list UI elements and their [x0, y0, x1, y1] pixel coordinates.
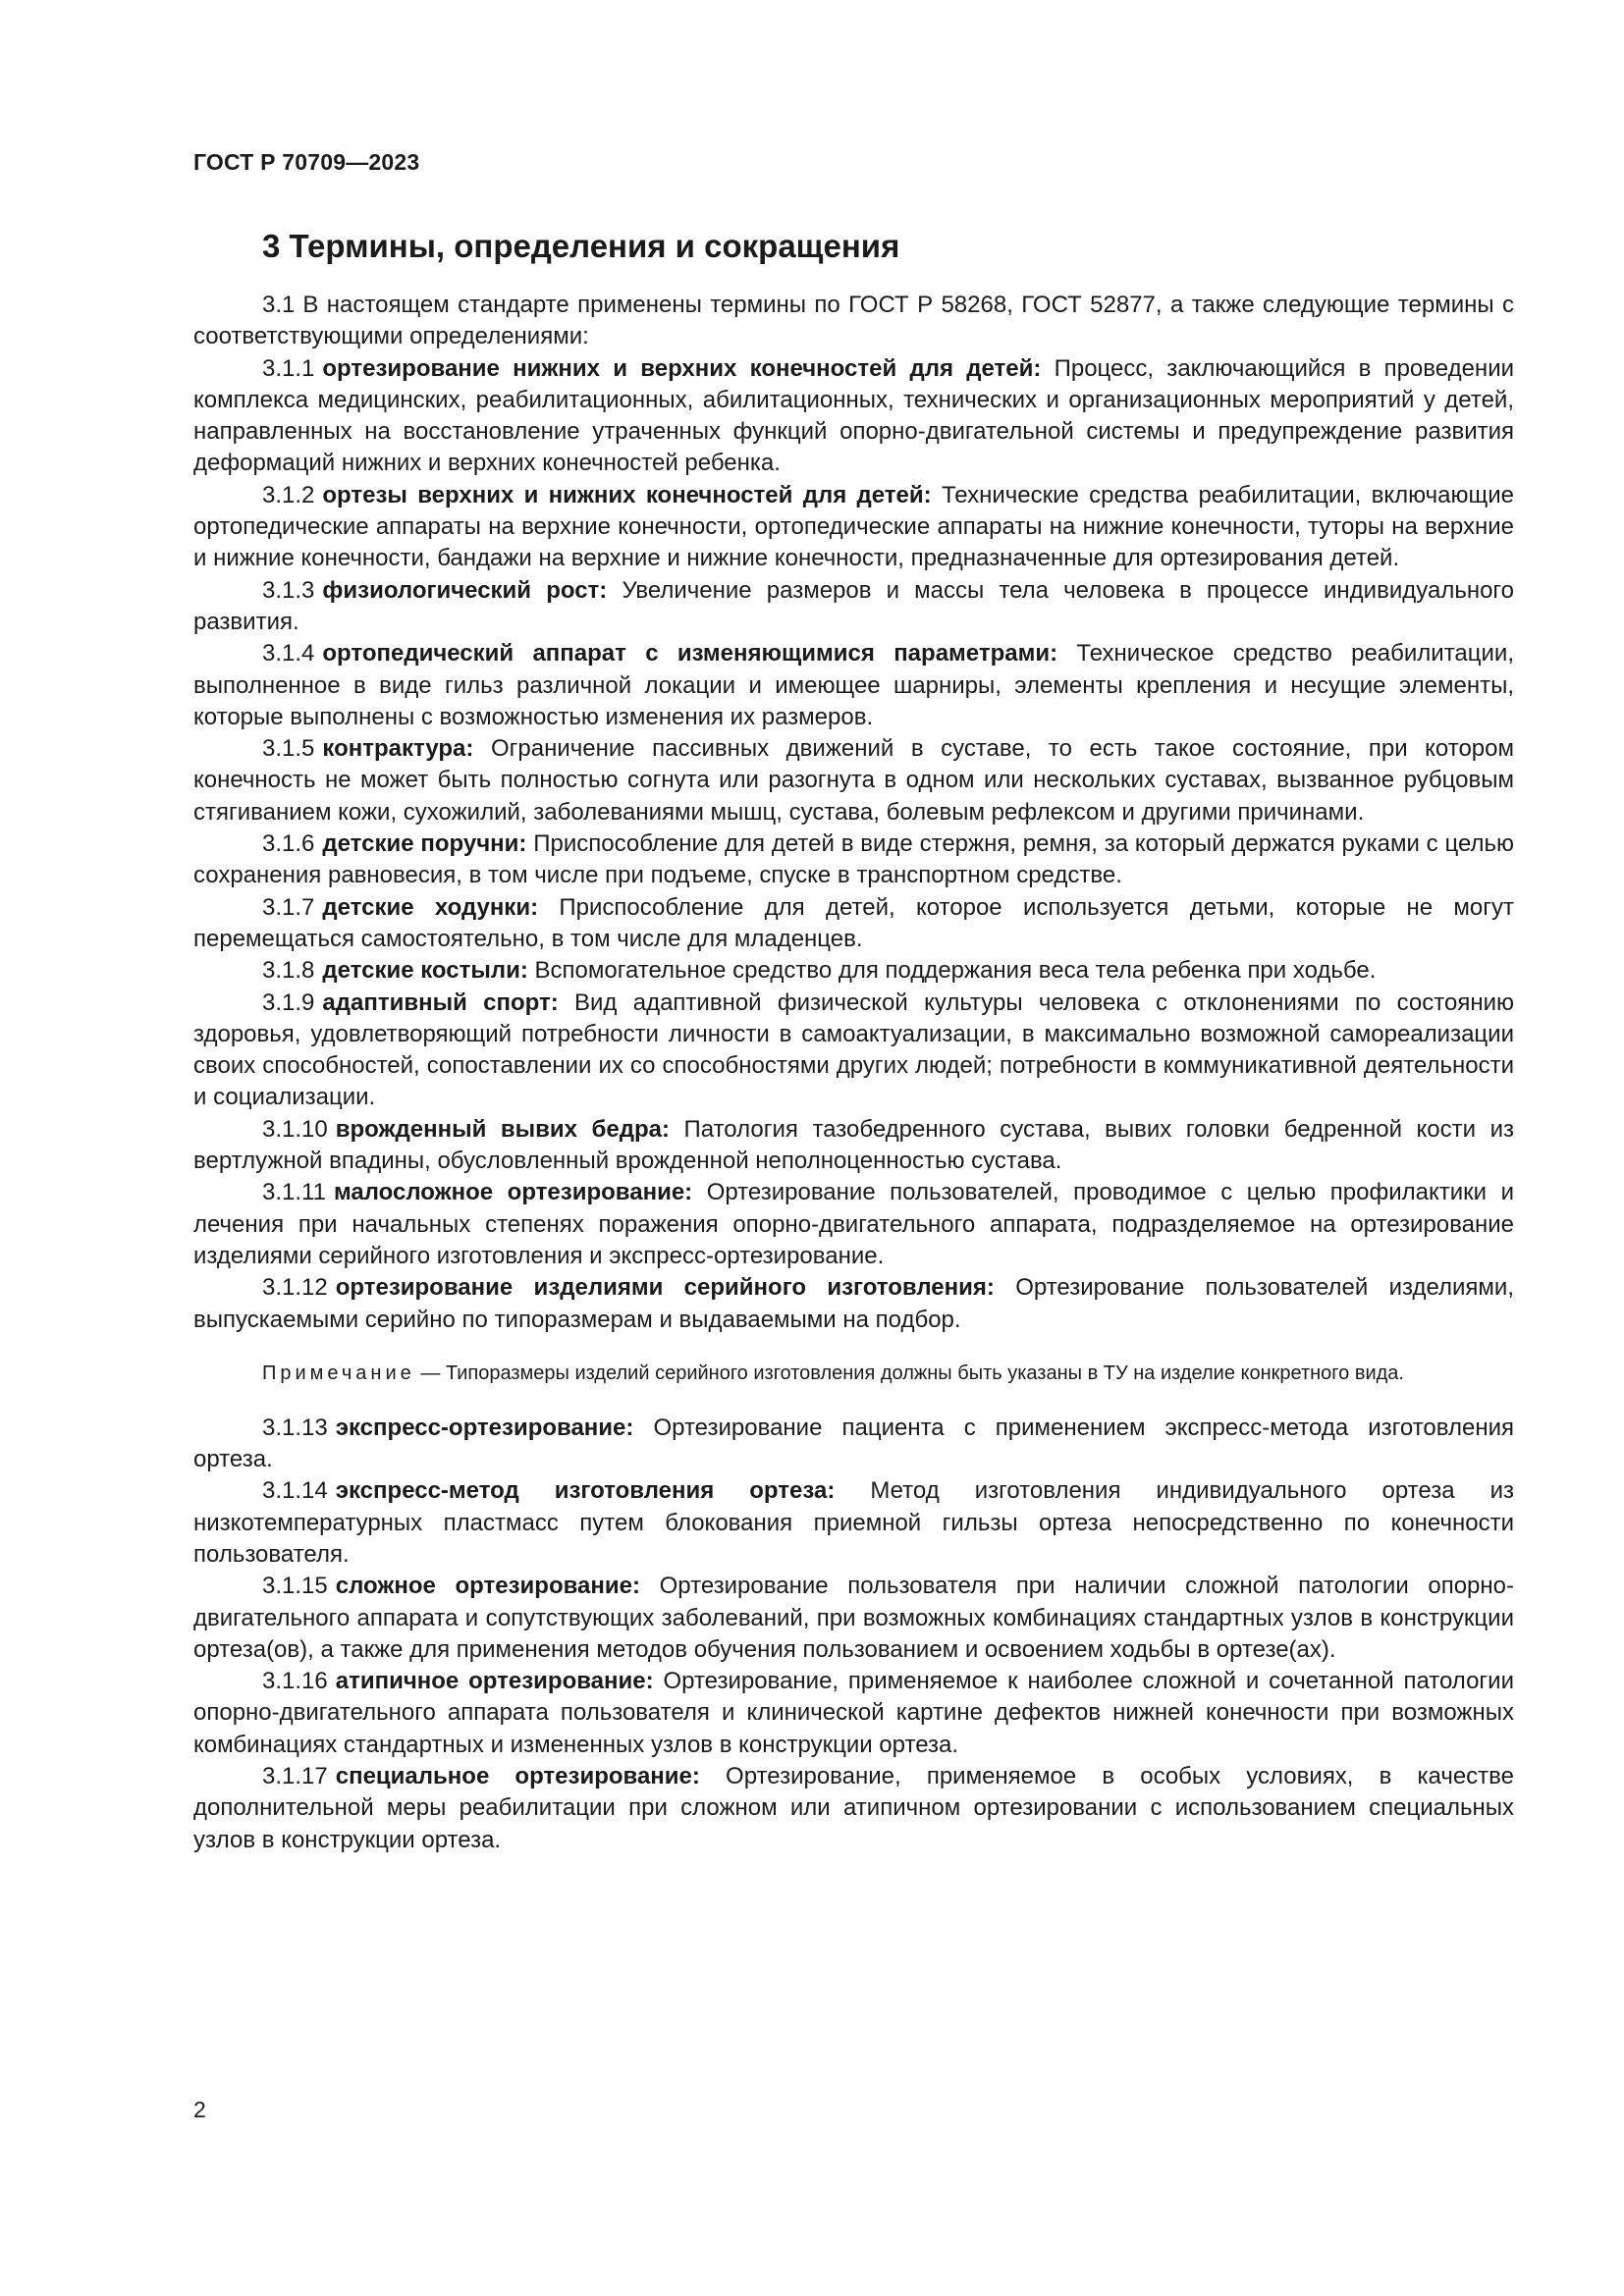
term-name: экспресс-метод изготовления ортеза:	[335, 1477, 836, 1505]
clause-number: 3.1.7	[262, 893, 315, 921]
term-entry	[193, 1272, 1514, 1336]
clause-number: 3.1.5	[262, 735, 315, 763]
term-entry	[193, 480, 1514, 575]
term-definition: Ортезирование пользователей, проводимое с целью профилактики и лечения при начальных степенях поражения опорно-двигательного аппарата, подразделяемое на ортезирование изделиями серийного изготовления и экспресс-ортезирование.	[193, 1179, 1514, 1269]
clause-number: 3.1.8	[262, 957, 315, 985]
term-entry	[193, 1475, 1514, 1571]
clause-number: 3.1.6	[262, 830, 315, 858]
page-number: 2	[193, 2097, 206, 2122]
clause-number: 3.1.1	[262, 354, 315, 382]
note-label: Примечание	[262, 1362, 415, 1384]
clause-number: 3.1.9	[262, 988, 315, 1016]
term-name: детские костыли:	[322, 957, 528, 985]
term-entry	[193, 575, 1514, 639]
term-entry	[193, 733, 1514, 828]
term-definition: Ортезирование, применяемое в особых условиях, в качестве дополнительной меры реабилитации при сложном или атипичном ортезировании с использованием специальных узлов в конструкции ортеза.	[193, 1763, 1515, 1853]
intro-text: В настоящем стандарте применены термины по ГОСТ Р 58268, ГОСТ 52877, а также следующие термины с соответствующими определениями:	[193, 292, 1514, 350]
term-entry	[193, 892, 1514, 956]
term-entry	[193, 1177, 1514, 1272]
note-paragraph	[193, 1360, 1514, 1387]
note-text: — Типоразмеры изделий серийного изготовления должны быть указаны в ТУ на изделие конкретного вида.	[420, 1362, 1404, 1384]
term-name: детские ходунки:	[322, 893, 539, 921]
term-entry	[193, 955, 1514, 987]
clause-number: 3.1.15	[262, 1573, 328, 1600]
term-entry	[193, 828, 1514, 892]
clause-number: 3.1.16	[262, 1668, 328, 1695]
term-entry	[193, 1761, 1514, 1856]
term-name: малосложное ортезирование:	[333, 1179, 693, 1206]
clause-number: 3.1.12	[262, 1274, 328, 1302]
clause-number: 3.1.4	[262, 640, 315, 667]
clause-number: 3.1.13	[262, 1414, 328, 1441]
terms-content	[193, 290, 1514, 1856]
term-name: адаптивный спорт:	[322, 988, 559, 1016]
term-definition: Ортезирование, применяемое к наиболее сложной и сочетанной патологии опорно-двигательного аппарата пользователя и клинической картине дефектов нижней конечности при возможных комбинациях стандартных и измененных узлов в конструкции ортеза.	[193, 1668, 1514, 1758]
term-definition: Ортезирование пользователей изделиями, выпускаемыми серийно по типоразмерам и выдаваемыми на подбор.	[193, 1274, 1515, 1333]
clause-number: 3.1	[262, 292, 296, 318]
term-definition: Приспособление для детей в виде стержня, ремня, за который держатся руками с целью сохранения равновесия, в том числе при подъеме, спуске в транспортном средстве.	[193, 830, 1515, 889]
clause-number: 3.1.14	[262, 1477, 328, 1505]
term-entry	[193, 1114, 1514, 1178]
clause-number: 3.1.10	[262, 1115, 328, 1143]
term-name: специальное ортезирование:	[335, 1763, 700, 1790]
term-name: контрактура:	[322, 735, 474, 763]
term-name: экспресс-ортезирование:	[335, 1414, 634, 1441]
term-definition: Ортезирование пользователя при наличии сложной патологии опорно-двигательного аппарата и сопутствующих заболеваний, при возможных комбинациях стандартных узлов в конструкции ортеза(ов), а также для применения методов обучения пользованием и освоением ходьбы в ортезе(ах).	[193, 1573, 1514, 1663]
term-name: ортопедический аппарат с изменяющимися параметрами:	[322, 640, 1058, 667]
clause-number: 3.1.11	[262, 1179, 326, 1206]
term-definition: Метод изготовления индивидуального ортеза из низкотемпературных пластмасс путем блокования приемной гильзы ортеза непосредственно по конечности пользователя.	[193, 1477, 1515, 1568]
term-definition: Увеличение размеров и массы тела человека в процессе индивидуального развития.	[193, 576, 1515, 635]
term-definition: Процесс, заключающийся в проведении комплекса медицинских, реабилитационных, абилитационных, технических и организационных мероприятий у детей, направленных на восстановление утраченных функций опорно-двигательной системы и предупреждение развития деформаций нижних и верхних конечностей ребенка.	[193, 354, 1515, 477]
term-name: врожденный вывих бедра:	[335, 1115, 670, 1143]
term-name: детские поручни:	[322, 830, 527, 858]
intro-paragraph	[193, 290, 1514, 353]
clause-number: 3.1.17	[262, 1763, 328, 1790]
term-definition: Ограничение пассивных движений в суставе, то есть такое состояние, при котором конечность не может быть полностью согнута или разогнута в одном или нескольких суставах, вызванное рубцовым стягиванием кожи, сухожилий, заболеваниями мышц, сустава, болевым рефлексом и другими причинами.	[193, 735, 1514, 826]
term-definition: Приспособление для детей, которое используется детьми, которые не могут перемещаться самостоятельно, в том числе для младенцев.	[193, 893, 1514, 952]
term-definition: Патология тазобедренного сустава, вывих головки бедренной кости из вертлужной впадины, обусловленный врожденной неполноценностью сустава.	[193, 1115, 1515, 1175]
term-definition: Ортезирование пациента с применением экспресс-метода изготовления ортеза.	[193, 1414, 1514, 1473]
term-definition: Технические средства реабилитации, включающие ортопедические аппараты на верхние конечности, ортопедические аппараты на нижние конечности, туторы на верхние и нижние конечности, бандажи на верхние и нижние конечности, предназначенные для ортезирования детей.	[193, 481, 1514, 572]
term-entry	[193, 1666, 1514, 1761]
clause-number: 3.1.3	[262, 576, 315, 604]
term-name: ортезирование изделиями серийного изготовления:	[335, 1274, 995, 1302]
term-name: сложное ортезирование:	[335, 1573, 640, 1600]
term-entry	[193, 353, 1514, 480]
term-entry	[193, 1571, 1514, 1666]
document-header: ГОСТ Р 70709—2023	[193, 149, 420, 175]
term-definition: Техническое средство реабилитации, выполненное в виде гильз различной локации и имеющее шарниры, элементы крепления и несущие элементы, которые выполнены с возможностью изменения их размеров.	[193, 640, 1515, 730]
term-definition: Вспомогательное средство для поддержания веса тела ребенка при ходьбе.	[534, 957, 1377, 985]
term-name: атипичное ортезирование:	[335, 1668, 654, 1695]
term-entry	[193, 638, 1514, 733]
term-name: ортезирование нижних и верхних конечностей для детей:	[322, 354, 1042, 382]
term-entry	[193, 1413, 1514, 1476]
term-name: ортезы верхних и нижних конечностей для детей:	[322, 481, 932, 508]
term-definition: Вид адаптивной физической культуры человека с отклонениями по состоянию здоровья, удовлетворяющий потребности личности в самоактуализации, в максимально возможной самореализации своих способностей, сопоставлении их со способностями других людей; потребности в коммуникативной деятельности и социализации.	[193, 988, 1514, 1111]
section-title: 3 Термины, определения и сокращения	[262, 228, 900, 264]
term-name: физиологический рост:	[322, 576, 608, 604]
clause-number: 3.1.2	[262, 481, 315, 508]
term-entry	[193, 988, 1514, 1114]
